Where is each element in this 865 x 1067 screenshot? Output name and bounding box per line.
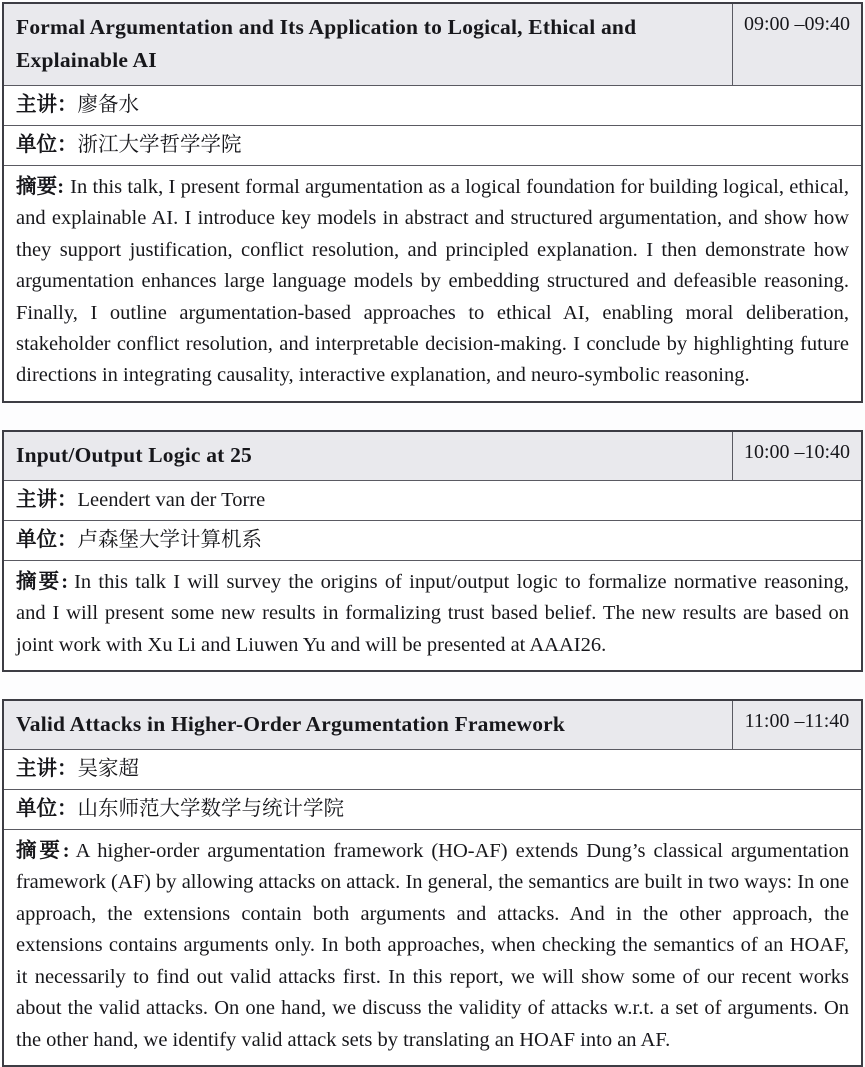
session-3-abstract-cell xyxy=(3,830,862,1066)
session-3-time: 11:00 –11:40 xyxy=(733,700,863,750)
abstract-label: 摘要: xyxy=(16,570,69,593)
session-3-abstract-row xyxy=(3,830,862,1066)
session-3-abstract: A higher-order argumentation framework (HO-AF) extends Dung’s classical argumentation framework (AF) by allowing attacks on attack. In general, the semantics are built in two ways: In one approach, the extensions contain both arguments and attacks. And in the other approach, the extensions contains arguments only. In both approaches, when checking the semantics of an HOAF, it necessarily to find out valid attacks first. In this report, we will show some of our recent works about the valid attacks. On one hand, we discuss the validity of attacks w.r.t. a set of arguments. On the other hand, we identify valid attack sets by translating an HOAF into an AF. xyxy=(16,840,850,1051)
affiliation-label: 单位： xyxy=(16,528,78,551)
session-1-affiliation-row xyxy=(3,126,862,166)
session-3-affiliation-row xyxy=(3,790,862,830)
session-table-1 xyxy=(2,2,863,403)
session-2-affiliation-cell xyxy=(3,520,862,560)
session-table-3 xyxy=(2,699,863,1067)
session-1-speaker-row xyxy=(3,86,862,126)
session-3-header-row xyxy=(3,700,862,750)
session-3-affiliation: 山东师范大学数学与统计学院 xyxy=(77,798,344,821)
session-1-affiliation: 浙江大学哲学学院 xyxy=(77,134,242,156)
speaker-label: 主讲： xyxy=(16,758,78,781)
session-3-affiliation-cell xyxy=(3,790,862,830)
abstract-label: 摘要: xyxy=(16,176,65,198)
affiliation-label: 单位： xyxy=(16,134,78,156)
session-1-speaker: 廖备水 xyxy=(77,94,139,116)
session-1-speaker-cell xyxy=(3,86,862,126)
session-2-header-row xyxy=(3,431,862,481)
session-2-speaker-cell xyxy=(3,480,862,520)
session-1-affiliation-cell xyxy=(3,126,862,166)
session-3-speaker-cell xyxy=(3,750,862,790)
session-3-title: Valid Attacks in Higher-Order Argumentation Framework xyxy=(3,700,733,750)
speaker-label: 主讲： xyxy=(16,488,78,511)
session-2-time: 10:00 –10:40 xyxy=(733,431,863,481)
session-3-speaker-row xyxy=(3,750,862,790)
speaker-label: 主讲： xyxy=(16,94,78,116)
session-2-abstract: In this talk I will survey the origins of input/output logic to formalize normative reasoning, and I will present some new results in formalizing trust based belief. The new results are based on joint work with Xu Li and Liuwen Yu and will be presented at AAAI26. xyxy=(16,570,850,656)
session-2-speaker-row xyxy=(3,480,862,520)
session-table-2 xyxy=(2,430,863,672)
session-1-title: Formal Argumentation and Its Application to Logical, Ethical and Explainable AI xyxy=(3,3,733,86)
session-3-speaker: 吴家超 xyxy=(77,758,139,781)
affiliation-label: 单位： xyxy=(16,798,78,821)
session-2-abstract-row xyxy=(3,560,862,671)
session-1-abstract-cell xyxy=(3,166,862,402)
session-2-speaker: Leendert van der Torre xyxy=(77,488,266,511)
session-2-affiliation-row xyxy=(3,520,862,560)
session-1-abstract-row xyxy=(3,166,862,402)
session-2-affiliation: 卢森堡大学计算机系 xyxy=(77,528,262,551)
session-2-abstract-cell xyxy=(3,560,862,671)
session-2-title: Input/Output Logic at 25 xyxy=(3,431,733,481)
session-1-abstract: In this talk, I present formal argumentation as a logical foundation for building logical, ethical, and explainable AI. I introduce key models in abstract and structured argumentation, and show how they support justification, conflict resolution, and principled explanation. I then demonstrate how argumentation enhances large language models by embedding structured and defeasible reasoning. Finally, I outline argumentation-based approaches to ethical AI, enabling moral deliberation, stakeholder conflict resolution, and interpretable decision-making. I conclude by highlighting future directions in integrating causality, interactive explanation, and neuro-symbolic reasoning. xyxy=(16,176,849,387)
abstract-label: 摘要: xyxy=(16,840,70,863)
session-1-header-row xyxy=(3,3,862,86)
session-1-time: 09:00 –09:40 xyxy=(733,3,863,86)
